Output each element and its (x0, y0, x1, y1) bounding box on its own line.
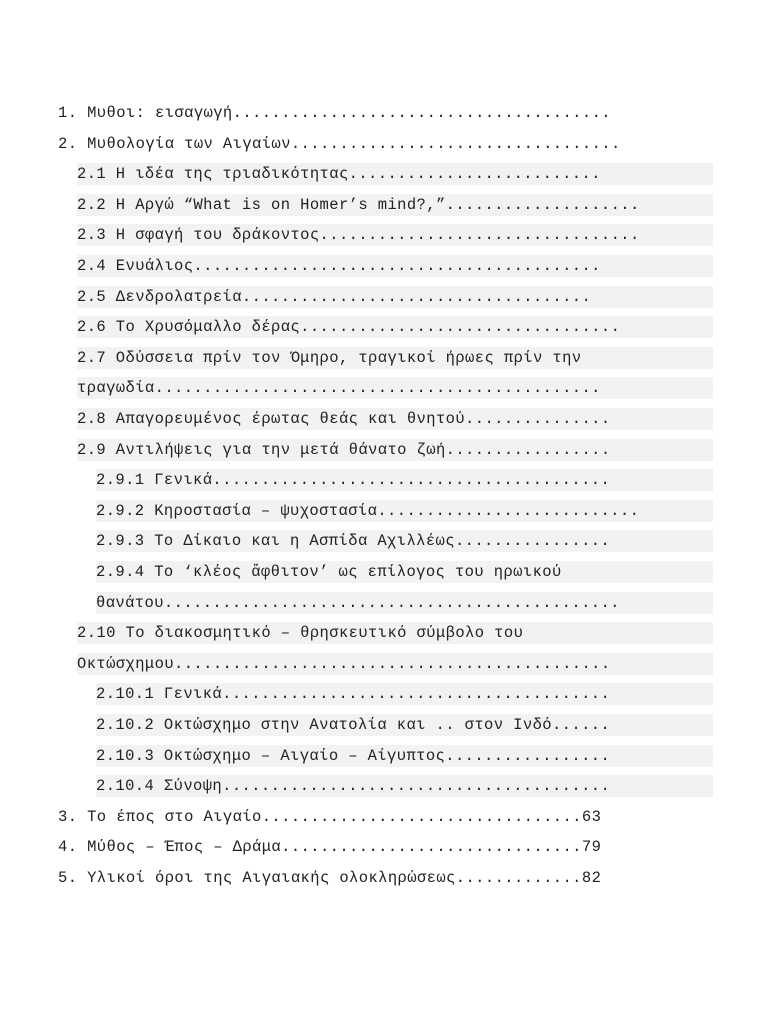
toc-entry-2-4: 2.4 Ενυάλιος.......................................... (77, 255, 713, 277)
toc-entry-2-10: 2.10 Το διακοσμητικό – θρησκευτικό σύμβολο του (77, 622, 713, 644)
toc-entry-5: 5. Υλικοί όροι της Αιγαιακής ολοκληρώσεως.............82 (58, 869, 602, 887)
toc-entry-2-9-3: 2.9.3 Το Δίκαιο και η Ασπίδα Αχιλλέως................ (96, 530, 713, 552)
toc-entry-2-9-4: 2.9.4 Το ‘κλέος ἄφθιτον’ ως επίλογος του ηρωικού (96, 561, 713, 583)
toc-entry-2-9-2: 2.9.2 Κηροστασία – ψυχοστασία........................... (96, 500, 713, 522)
toc-entry-1: 1. Μυθοι: εισαγωγή....................................... (58, 104, 611, 122)
toc-entry-2-2: 2.2 Η Αργώ “What is on Homer’s mind?,”.................... (77, 194, 713, 216)
toc-entry-2-3: 2.3 Η σφαγή του δράκοντος................................. (77, 224, 713, 246)
toc-entry-2-10-3: 2.10.3 Οκτώσχημο – Αιγαίο – Αίγυπτος................. (96, 745, 713, 767)
toc-entry-2: 2. Μυθολογία των Αιγαίων.................................. (58, 135, 621, 153)
toc-entry-2-9-1: 2.9.1 Γενικά......................................... (96, 469, 713, 491)
toc-entry-2-10-continued: Οκτώσχημου............................................. (77, 653, 713, 675)
toc-entry-2-9-4-continued: θανάτου............................................... (96, 592, 713, 614)
toc-entry-2-7-continued: τραγωδία.............................................. (77, 377, 713, 399)
toc-entry-2-10-1: 2.10.1 Γενικά........................................ (96, 683, 713, 705)
toc-entry-2-5: 2.5 Δενδρολατρεία.................................... (77, 286, 713, 308)
toc-entry-2-1: 2.1 Η ιδέα της τριαδικότητας.......................... (77, 163, 713, 185)
toc-entry-2-10-2: 2.10.2 Οκτώσχημο στην Ανατολία και .. στον Ινδό...... (96, 714, 713, 736)
toc-entry-2-10-4: 2.10.4 Σύνοψη........................................ (96, 775, 713, 797)
toc-entry-3: 3. Το έπος στο Αιγαίο.................................63 (58, 808, 602, 826)
toc-entry-2-6: 2.6 Το Χρυσόμαλλο δέρας................................. (77, 316, 713, 338)
toc-entry-4: 4. Μύθος – Έπος – Δράμα...............................79 (58, 838, 602, 856)
toc-entry-2-9: 2.9 Αντιλήψεις για την μετά θάνατο ζωή................. (77, 439, 713, 461)
toc-entry-2-7: 2.7 Οδύσσεια πρίν τον Όμηρο, τραγικοί ήρωες πρίν την (77, 347, 713, 369)
toc-entry-2-8: 2.8 Απαγορευμένος έρωτας θεάς και θνητού............... (77, 408, 713, 430)
